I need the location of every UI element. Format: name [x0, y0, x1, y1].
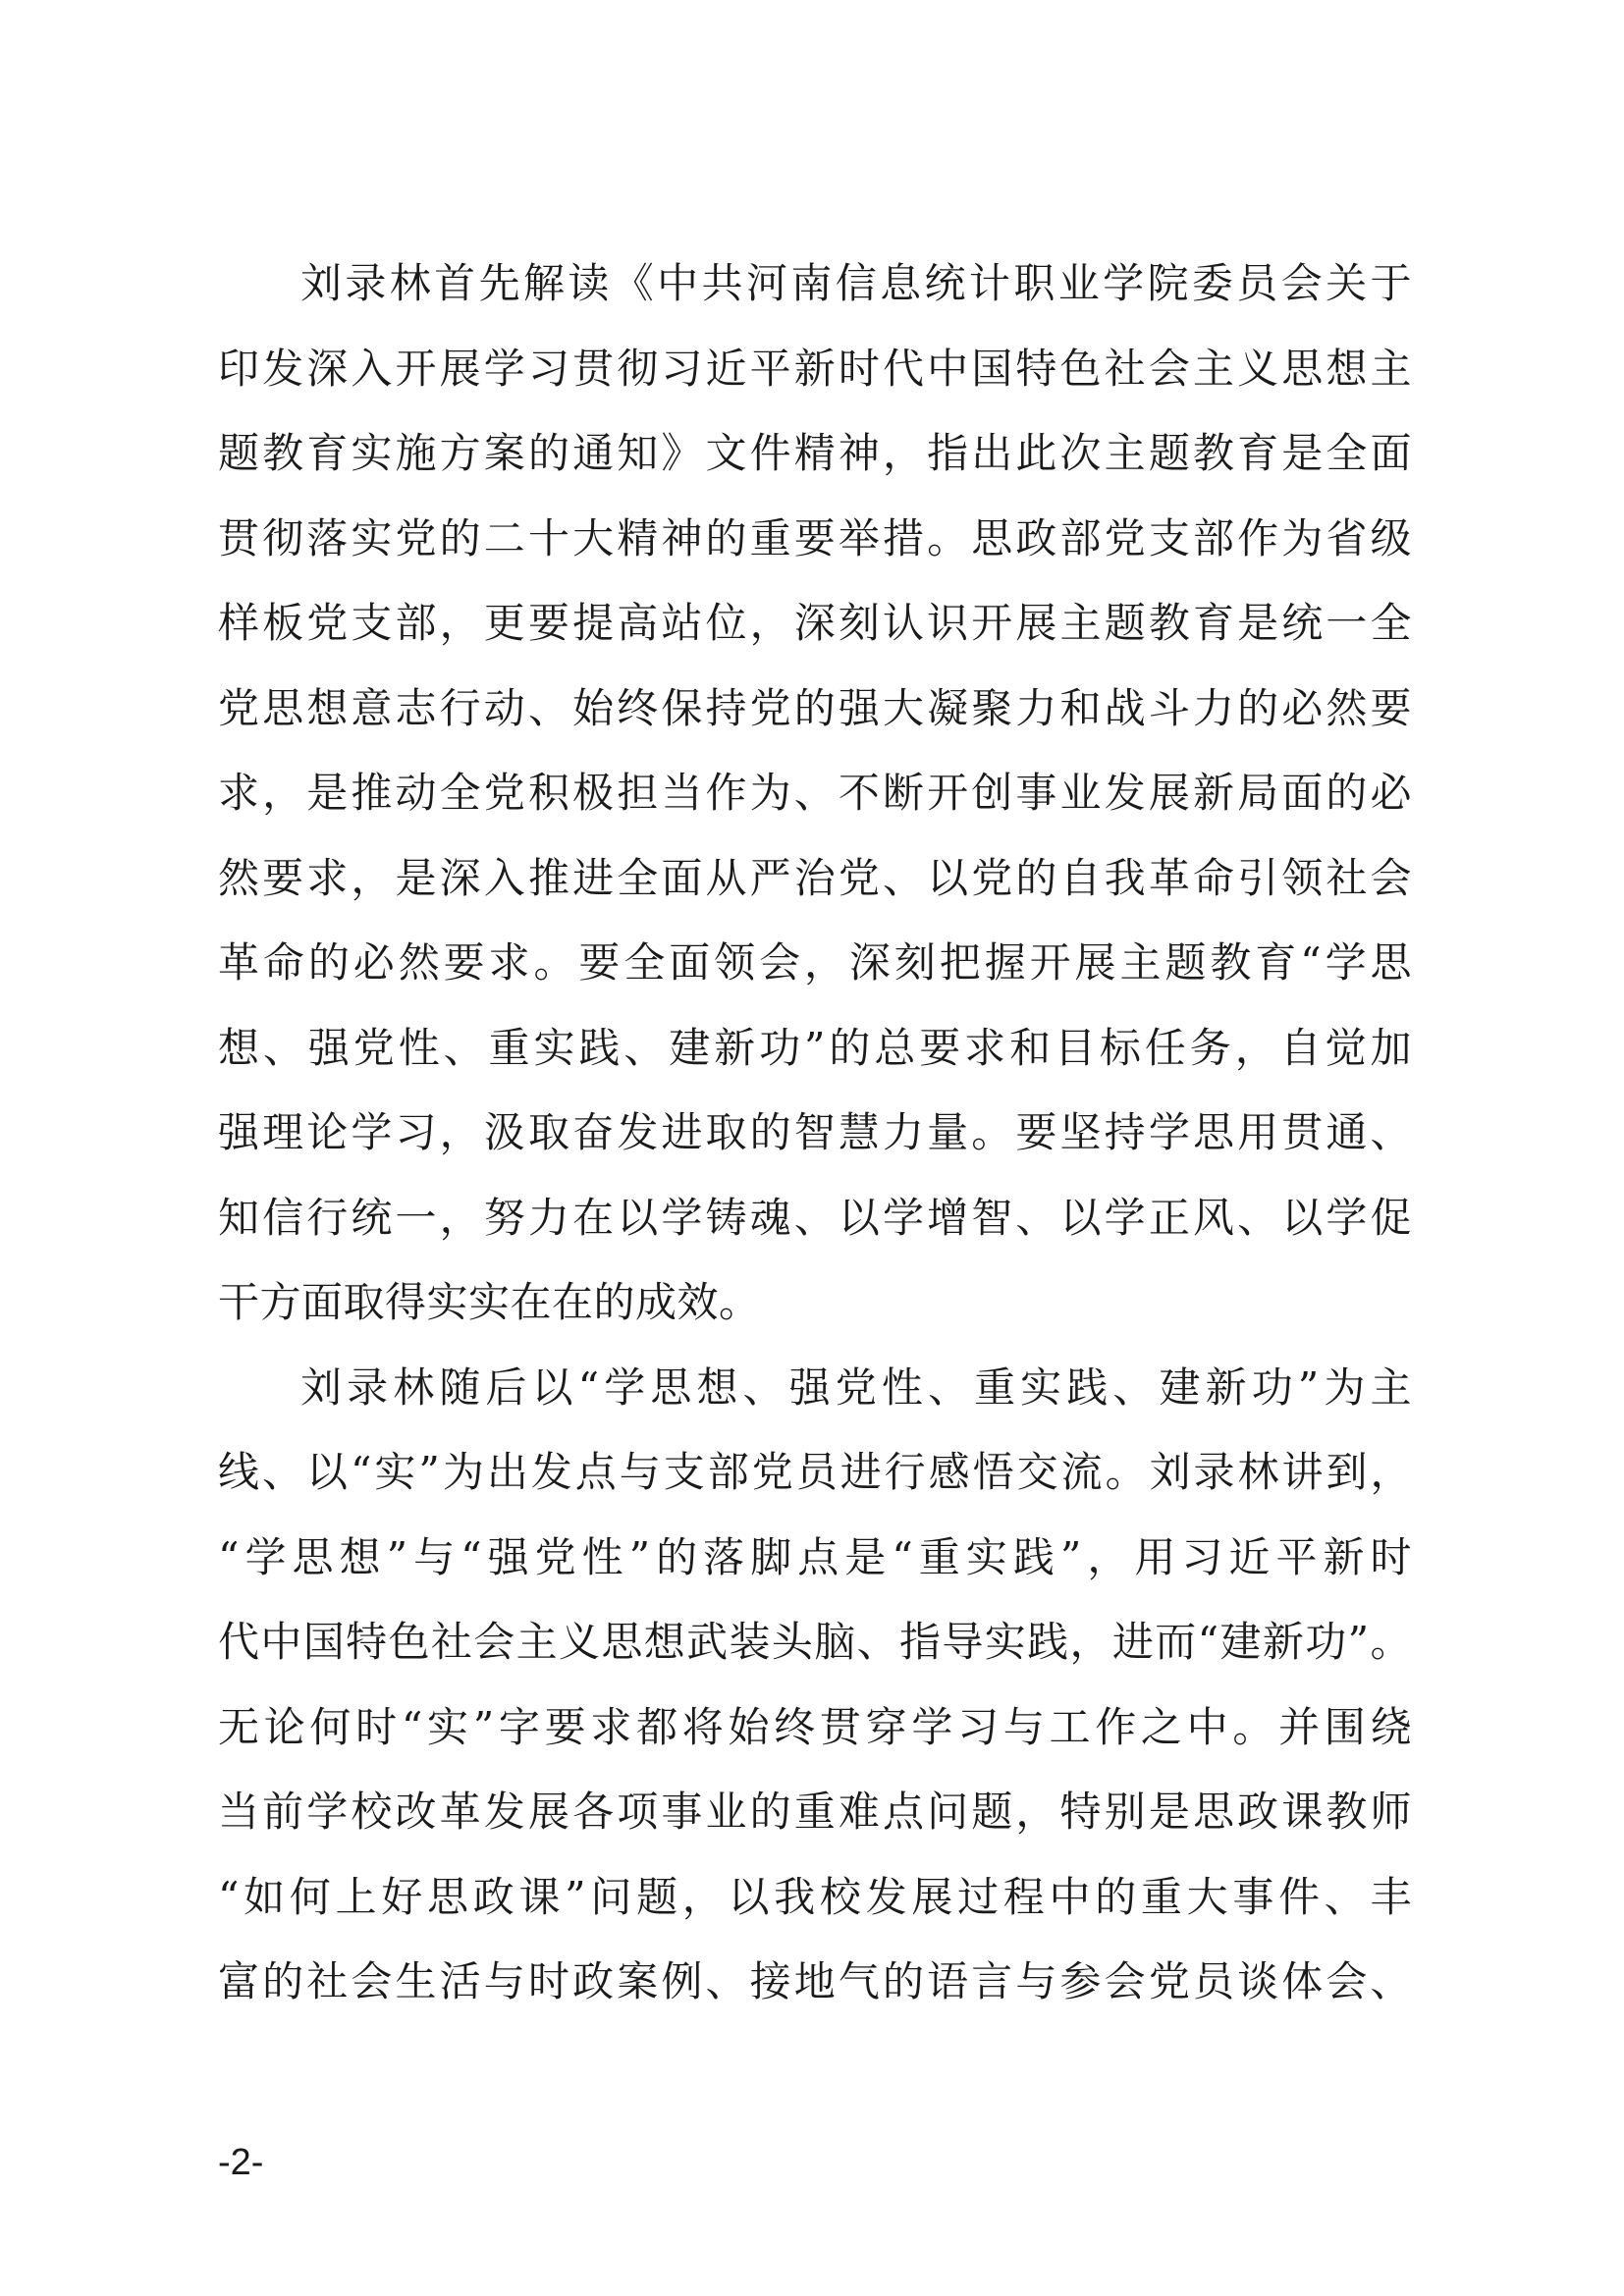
paragraph-line: 刘录林随后以“学思想、强党性、重实践、建新功”为主 [300, 1362, 1412, 1412]
paragraph-line: 贯彻落实党的二十大精神的重要举措。思政部党支部作为省级 [218, 513, 1412, 562]
paragraph-line: “如何上好思政课”问题，以我校发展过程中的重大事件、丰 [218, 1872, 1412, 1921]
paragraph-line: 知信行统一，努力在以学铸魂、以学增智、以学正风、以学促 [218, 1193, 1412, 1242]
paragraph-line: 想、强党性、重实践、建新功”的总要求和目标任务，自觉加 [218, 1023, 1412, 1072]
paragraph-line: 题教育实施方案的通知》文件精神，指出此次主题教育是全面 [218, 429, 1412, 477]
paragraph-line: 无论何时“实”字要求都将始终贯穿学习与工作之中。并围绕 [218, 1702, 1412, 1751]
paragraph-line: 刘录林首先解读《中共河南信息统计职业学院委员会关于 [300, 259, 1412, 307]
paragraph-line: 求，是推动全党积极担当作为、不断开创事业发展新局面的必 [218, 769, 1412, 817]
paragraph-1 [218, 241, 1412, 1346]
paragraph-line: “学思想”与“强党性”的落脚点是“重实践”，用习近平新时 [218, 1532, 1412, 1581]
paragraph-line: 强理论学习，汲取奋发进取的智慧力量。要坚持学思用贯通、 [218, 1108, 1412, 1156]
paragraph-line: 代中国特色社会主义思想武装头脑、指导实践，进而“建新功”。 [218, 1618, 1412, 1666]
paragraph-line: 当前学校改革发展各项事业的重难点问题，特别是思政课教师 [218, 1788, 1412, 1836]
page-number: -2- [218, 2142, 264, 2183]
paragraph-line: 党思想意志行动、始终保持党的强大凝聚力和战斗力的必然要 [218, 683, 1412, 732]
paragraph-line: 富的社会生活与时政案例、接地气的语言与参会党员谈体会、 [218, 1957, 1412, 2005]
paragraph-line: 然要求，是深入推进全面从严治党、以党的自我革命引领社会 [218, 853, 1412, 902]
paragraph-line: 样板党支部，更要提高站位，深刻认识开展主题教育是统一全 [218, 599, 1412, 647]
body-text [218, 241, 1412, 2025]
paragraph-line: 印发深入开展学习贯彻习近平新时代中国特色社会主义思想主 [218, 344, 1412, 393]
paragraph-line: 干方面取得实实在在的成效。 [218, 1278, 761, 1326]
paragraph-2 [218, 1346, 1412, 2025]
paragraph-line: 革命的必然要求。要全面领会，深刻把握开展主题教育“学思 [218, 938, 1412, 987]
paragraph-line: 线、以“实”为出发点与支部党员进行感悟交流。刘录林讲到， [218, 1448, 1412, 1496]
